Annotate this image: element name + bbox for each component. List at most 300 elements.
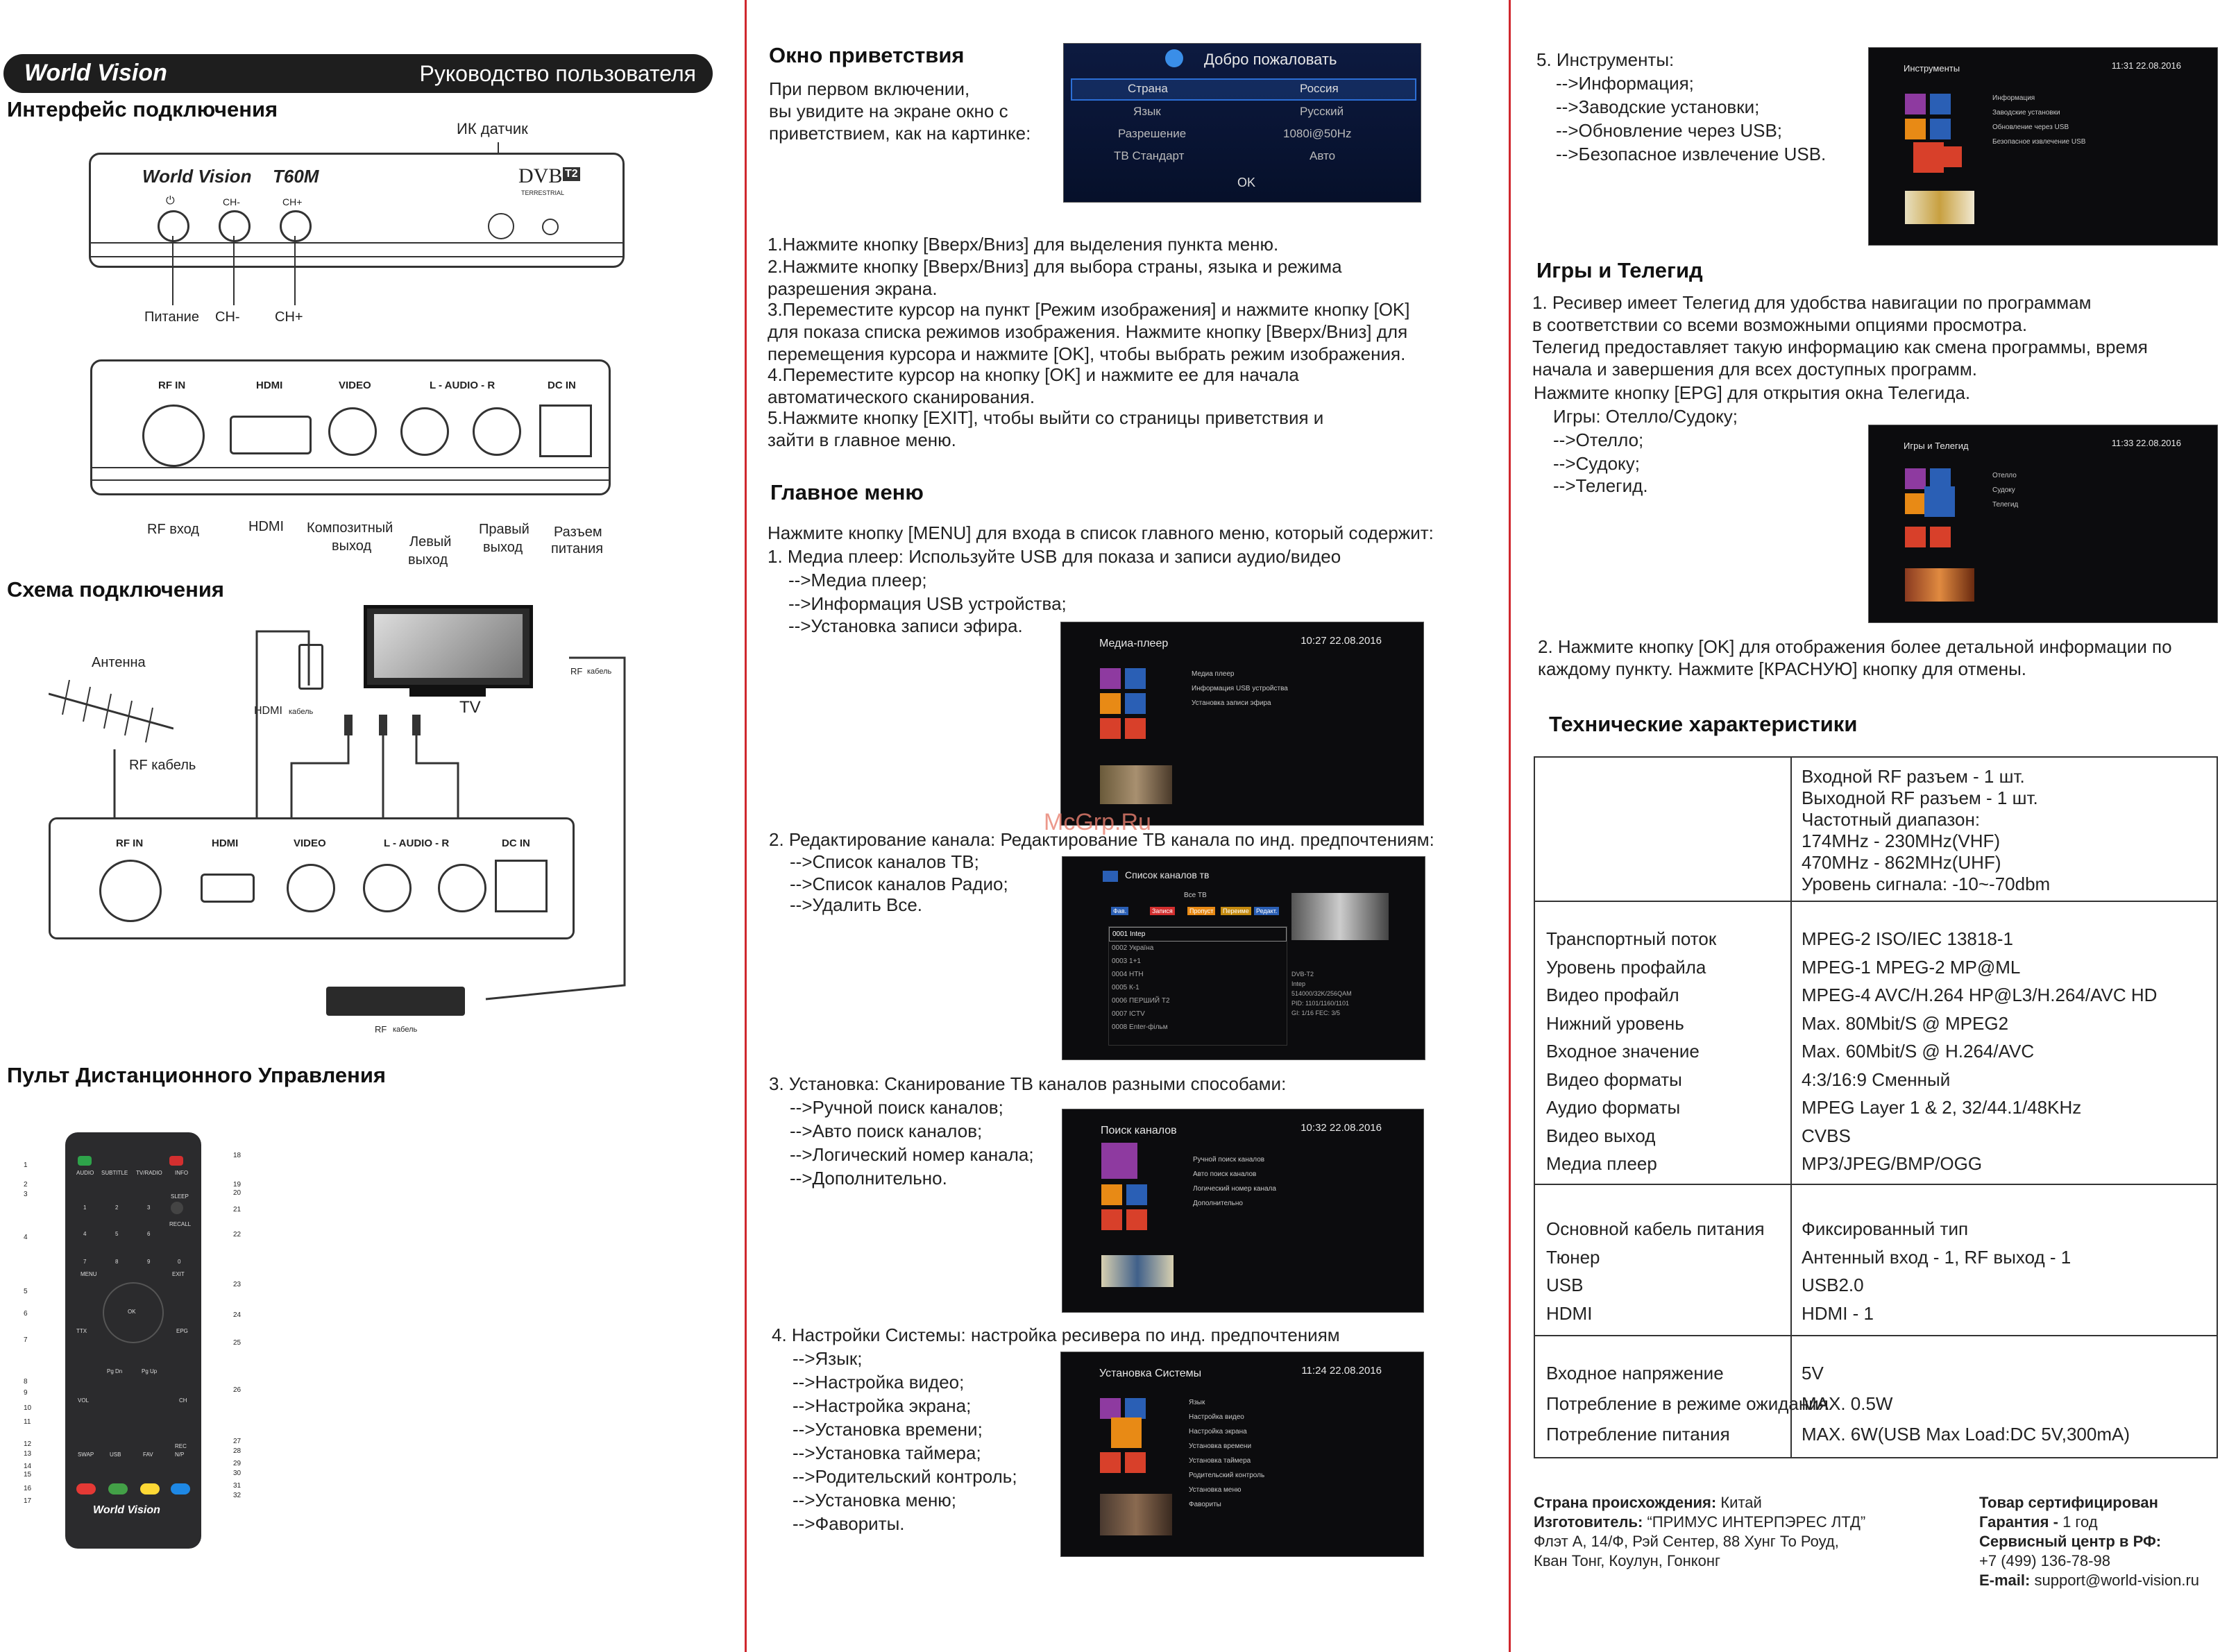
back-port-label-hdmi: HDMI (256, 380, 283, 391)
welcome-screen (1063, 43, 1421, 203)
welcome-globe-icon (1165, 49, 1183, 67)
specs-rf-block (1802, 766, 2050, 895)
remote-callout-right: 28 (233, 1447, 242, 1455)
spec-value: 5V (1802, 1363, 1824, 1383)
channel-info (1291, 969, 1352, 1018)
menu-item-3: 3. Установка: Сканирование ТВ каналов разными способами: (769, 1073, 1287, 1094)
welcome-row-tv-label: ТВ Стандарт (1114, 149, 1185, 162)
menu-item-2-sub-3: -->Удалить Все. (790, 894, 923, 915)
media-menu-item: Информация USB устройства (1192, 685, 1288, 692)
settings-menu-item: Фавориты (1189, 1501, 1221, 1508)
spec-row (1535, 1218, 2217, 1247)
maker-value: “ПРИМУС ИНТЕРПЭРЕС ЛТД” (1647, 1513, 1866, 1531)
spec-value: MPEG-1 MPEG-2 MP@ML (1802, 956, 2021, 978)
welcome-title: Окно приветствия (769, 43, 965, 67)
label-ch-minus: CH- (215, 309, 240, 325)
channel-search-screen-title: Поиск каналов (1101, 1125, 1177, 1136)
spec-rf-line: 470MHz - 862MHz(UHF) (1802, 852, 2001, 873)
origin-value: Китай (1720, 1494, 1762, 1511)
remote-digit-5: 5 (115, 1231, 119, 1237)
origin-label: Страна происхождения: (1534, 1494, 1717, 1511)
system-settings-menu-list (1189, 1395, 1264, 1512)
warranty-value: 1 год (2062, 1513, 2098, 1531)
footer-right (1979, 1493, 2199, 1590)
remote-callout-right: 20 (233, 1189, 242, 1197)
remote-digit-2: 2 (115, 1204, 119, 1211)
remote-callout-left: 4 (24, 1234, 28, 1241)
label-power-jack-1: Разъем (554, 525, 602, 540)
spec-value: 4:3/16:9 Сменный (1802, 1068, 1951, 1090)
remote-callout-right: 18 (233, 1152, 242, 1159)
spec-rf-line: Выходной RF разъем - 1 шт. (1802, 787, 2038, 808)
remote-callout-right: 23 (233, 1281, 242, 1288)
remote-label-pgdn: Pg Dn (107, 1368, 123, 1374)
spec-row (1535, 1303, 2217, 1331)
tile-play-icon (1125, 718, 1146, 739)
tools-screen-time: 11:31 22.08.2016 (2111, 60, 2181, 71)
media-player-screen (1060, 622, 1424, 826)
channel-list (1108, 926, 1287, 1046)
tile-settings-icon (1905, 119, 1926, 139)
games-text-5: Нажмите кнопку [EPG] для открытия окна Телегида. (1534, 382, 1971, 403)
tools-menu-item: Заводские установки (1992, 109, 2060, 117)
welcome-screen-title: Добро пожаловать (1204, 51, 1337, 68)
games-menu-list (1992, 468, 2018, 512)
remote-callout-left: 9 (24, 1389, 28, 1397)
tile-tools-icon (1100, 1452, 1121, 1473)
spec-label: Потребление питания (1546, 1424, 1730, 1445)
remote-callout-left: 8 (24, 1378, 28, 1386)
media-menu-item: Установка записи эфира (1192, 699, 1271, 707)
channel-row: 0002 Україна (1112, 944, 1154, 952)
menu-item-4-sub-7: -->Установка меню; (793, 1490, 957, 1510)
remote-label-pgup: Pg Up (142, 1368, 158, 1374)
front-ch-minus-label: CH- (223, 196, 240, 207)
remote-callout-left: 7 (24, 1336, 28, 1344)
menu-item-4-sub-1: -->Язык; (793, 1348, 863, 1369)
email-value: support@world-vision.ru (2034, 1572, 2200, 1589)
channel-row: 0007 ICTV (1112, 1010, 1145, 1018)
spec-value: Max. 60Mbit/S @ H.264/AVC (1802, 1041, 2035, 1062)
spec-row (1535, 1247, 2217, 1275)
schema-hdmi-port (201, 874, 255, 903)
spec-value: MPEG-2 ISO/IEC 13818-1 (1802, 928, 2013, 949)
terrestrial-text: TERRESTRIAL (521, 189, 565, 196)
spec-rf-line: Уровень сигнала: -10~-70dbm (1802, 874, 2051, 894)
remote-callout-left: 5 (24, 1288, 28, 1295)
spec-rf-line: Частотный диапазон: (1802, 809, 1981, 830)
games-text-3: Телегид предоставляет такую информацию как смена программы, время (1532, 337, 2148, 357)
welcome-ok-button: OK (1237, 176, 1256, 189)
channel-list-title: Список каналов тв (1125, 869, 1210, 880)
menu-item-4-sub-8: -->Фавориты. (793, 1513, 905, 1534)
tile-apps-icon (1930, 119, 1951, 139)
tile-media-icon (1100, 668, 1121, 689)
maker-address-2: Кван Тонг, Коулун, Гонконг (1534, 1552, 1721, 1569)
remote-label-fav: FAV (143, 1451, 153, 1458)
channel-row: 0006 ПЕРШИЙ Т2 (1112, 997, 1170, 1005)
tile-media-icon (1100, 1398, 1121, 1419)
label-ch-plus: CH+ (275, 309, 303, 325)
specs-row-rule (1535, 901, 2217, 902)
tile-play-icon (1930, 527, 1951, 547)
games-thumbnail (1905, 568, 1974, 602)
games-menu-item: Телегид (1992, 501, 2019, 509)
front-brand: World Vision (142, 166, 252, 187)
spec-row (1535, 1363, 2217, 1393)
channel-list-subtitle: Все ТВ (1184, 892, 1207, 899)
system-settings-screen (1060, 1352, 1424, 1557)
spec-label: Входное напряжение (1546, 1363, 1724, 1383)
spec-rf-line: Входной RF разъем - 1 шт. (1802, 766, 2025, 787)
brand-logo: World Vision (24, 60, 167, 86)
info-button (169, 1156, 183, 1166)
games-list-3: -->Судоку; (1553, 453, 1640, 474)
remote-label-np: N/P (175, 1451, 185, 1458)
welcome-row-country-value: Россия (1300, 82, 1339, 95)
red-button (76, 1483, 96, 1495)
spec-row (1535, 1424, 2217, 1454)
spec-row (1535, 1041, 2217, 1069)
menu-item-1-sub-1: -->Медиа плеер; (788, 570, 927, 590)
remote-control (65, 1132, 201, 1549)
footer-left (1534, 1493, 1865, 1571)
tile-settings-icon (1111, 1417, 1142, 1448)
remote-callout-right: 24 (233, 1311, 242, 1319)
rf-cable-label: RF кабель (129, 758, 196, 773)
label-left-2: выход (408, 552, 448, 568)
rf-bottom-label-2: кабель (393, 1025, 418, 1034)
hdmi-cable-label: HDMI (254, 705, 282, 717)
menu-item-2: 2. Редактирование канала: Редактирование ТВ канала по инд. предпочтениям: (769, 829, 1434, 850)
channel-list-tab-skip: Пропуст (1187, 907, 1215, 915)
remote-digit-3: 3 (147, 1204, 151, 1211)
remote-callout-left: 2 (24, 1181, 28, 1189)
schema-port-label-audio: L - AUDIO - R (384, 837, 450, 849)
service-label: Сервисный центр в РФ: (1979, 1533, 2162, 1550)
spec-value: MPEG Layer 1 & 2, 32/44.1/48KHz (1802, 1097, 2082, 1118)
remote-digit-4: 4 (83, 1231, 87, 1237)
tv-label: TV (459, 698, 481, 717)
back-port-label-video: VIDEO (339, 380, 371, 391)
remote-callout-right: 27 (233, 1438, 242, 1445)
games-text-1: 1. Ресивер имеет Телегид для удобства навигации по программам (1532, 292, 2092, 313)
channel-preview (1291, 893, 1389, 940)
schema-title: Схема подключения (7, 577, 224, 602)
remote-callout-left: 3 (24, 1191, 28, 1198)
spec-label: Тюнер (1546, 1246, 1600, 1268)
remote-label-subtitle: SUBTITLE (101, 1170, 128, 1176)
remote-callout-right: 21 (233, 1206, 242, 1214)
welcome-step-2: 2.Нажмите кнопку [Вверх/Вниз] для выбора страны, языка и режима (768, 256, 1342, 277)
remote-callout-left: 17 (24, 1497, 32, 1505)
tile-settings-icon (1100, 693, 1121, 714)
ok-text-2: каждому пункту. Нажмите [КРАСНУЮ] кнопку для отмены. (1538, 658, 2027, 679)
channel-search-screen (1062, 1109, 1424, 1313)
spec-row (1535, 985, 2217, 1013)
menu-item-5-sub-1: -->Информация; (1556, 73, 1694, 94)
tile-media-icon (1101, 1143, 1137, 1179)
settings-menu-item: Настройка видео (1189, 1413, 1244, 1421)
label-composite-1: Композитный (307, 520, 393, 536)
spec-label: Нижний уровень (1546, 1012, 1684, 1034)
remote-callout-left: 6 (24, 1310, 28, 1318)
spec-value: HDMI - 1 (1802, 1302, 1874, 1324)
channel-info-line: Intep (1291, 980, 1306, 987)
remote-callout-left: 12 (24, 1440, 32, 1448)
games-title: Игры и Телегид (1536, 258, 1703, 282)
menu-item-1-sub-2: -->Информация USB устройства; (788, 593, 1067, 614)
menu-item-1: 1. Медиа плеер: Используйте USB для показа и записи аудио/видео (768, 546, 1341, 567)
settings-menu-item: Настройка экрана (1189, 1428, 1247, 1436)
main-menu-title: Главное меню (770, 480, 924, 504)
channel-search-menu-list (1193, 1152, 1276, 1211)
welcome-step-3b: для показа списка режимов изображения. Нажмите кнопку [Вверх/Вниз] для (768, 321, 1408, 342)
games-list-2: -->Отелло; (1553, 429, 1644, 450)
schema-dc-port (495, 860, 548, 912)
welcome-text-1: При первом включении, (769, 78, 970, 99)
tile-tv-icon (1125, 668, 1146, 689)
back-port-label-audio: L - AUDIO - R (430, 380, 495, 391)
schema-video-port (287, 864, 335, 912)
media-thumbnail (1100, 765, 1172, 804)
remote-label-usb: USB (110, 1451, 121, 1458)
spec-value: MP3/JPEG/BMP/OGG (1802, 1153, 1983, 1174)
remote-label-ttx: TTX (76, 1328, 87, 1334)
front-ch-plus-label: CH+ (282, 196, 303, 207)
games-screen (1868, 425, 2218, 623)
remote-callout-right: 32 (233, 1492, 242, 1499)
spec-row (1535, 957, 2217, 985)
spec-value: CVBS (1802, 1125, 1851, 1146)
rf-bottom-label: RF (375, 1024, 387, 1034)
tools-screen (1868, 47, 2218, 246)
tools-screen-title: Инструменты (1904, 63, 1960, 74)
spec-row (1535, 1275, 2217, 1303)
spec-row (1535, 1097, 2217, 1125)
welcome-row-language-label: Язык (1133, 105, 1161, 118)
spec-label: Аудио форматы (1546, 1097, 1681, 1118)
remote-label-recall: RECALL (169, 1221, 192, 1227)
warranty-label: Гарантия - (1979, 1513, 2058, 1531)
spec-value: Антенный вход - 1, RF выход - 1 (1802, 1246, 2071, 1268)
tools-thumbnail (1905, 191, 1974, 224)
spec-value: Фиксированный тип (1802, 1218, 1969, 1239)
tile-apps-icon (1125, 693, 1146, 714)
back-port-label-rf: RF IN (158, 380, 186, 391)
remote-label-swap: SWAP (78, 1451, 94, 1458)
spec-rf-line: 174MHz - 230MHz(VHF) (1802, 831, 2001, 851)
tile-media-icon (1905, 94, 1926, 114)
spec-value: MPEG-4 AVC/H.264 HP@L3/H.264/AVC HD (1802, 985, 2158, 1005)
label-power-jack-2: питания (551, 541, 604, 556)
welcome-step-4: 4.Переместите курсор на кнопку [OK] и нажмите ее для начала (768, 364, 1299, 385)
spec-label: USB (1546, 1275, 1584, 1295)
maker-address-1: Флэт А, 14/Ф, Рэй Сентер, 88 Хунг То Роуд, (1534, 1533, 1839, 1550)
menu-item-4-sub-2: -->Настройка видео; (793, 1372, 965, 1393)
spec-label: Видео выход (1546, 1125, 1656, 1146)
tile-tv-icon (1125, 1398, 1146, 1419)
remote-digit-1: 1 (83, 1204, 87, 1211)
rf-cable-small-label: RF (570, 666, 583, 676)
settings-menu-item: Язык (1189, 1399, 1205, 1406)
tools-menu-item: Безопасное извлечение USB (1992, 138, 2086, 146)
welcome-step-1: 1.Нажмите кнопку [Вверх/Вниз] для выделения пункта меню. (768, 234, 1279, 255)
channel-row: 0003 1+1 (1112, 957, 1141, 965)
remote-label-ok: OK (128, 1309, 136, 1315)
manual-title: Руководство пользователя (419, 61, 696, 86)
settings-menu-item: Установка таймера (1189, 1457, 1251, 1465)
welcome-step-5b: зайти в главное меню. (768, 429, 956, 450)
spec-label: Видео форматы (1546, 1068, 1682, 1090)
spec-row (1535, 1125, 2217, 1154)
system-settings-screen-time: 11:24 22.08.2016 (1301, 1365, 1382, 1377)
channel-info-line: DVB-T2 (1291, 971, 1314, 978)
media-menu-item: Медиа плеер (1192, 670, 1235, 678)
channel-list-tab-rename: Переиме (1221, 907, 1251, 915)
spec-label: Видео профайл (1546, 985, 1679, 1005)
spec-value: Max. 80Mbit/S @ MPEG2 (1802, 1012, 2009, 1034)
schema-port-label-video: VIDEO (294, 837, 326, 849)
menu-item-2-sub-2: -->Список каналов Радио; (790, 874, 1008, 894)
tools-menu-list (1992, 91, 2085, 149)
games-screen-title: Игры и Телегид (1904, 441, 1969, 451)
menu-item-4-sub-5: -->Установка таймера; (793, 1442, 981, 1463)
welcome-step-3c: перемещения курсора и нажмите [OK], чтобы выбрать режим изображения. (768, 343, 1406, 364)
menu-item-1-sub-3: -->Установка записи эфира. (788, 615, 1023, 636)
tile-settings-icon (1905, 493, 1926, 514)
spec-label: Транспортный поток (1546, 928, 1717, 949)
schema-audio-l-port (363, 864, 412, 912)
remote-label-epg: EPG (176, 1328, 188, 1334)
spec-label: HDMI (1546, 1302, 1593, 1324)
remote-callout-right: 30 (233, 1470, 242, 1477)
tile-tools-icon (1100, 718, 1121, 739)
column-divider-left (745, 0, 747, 1652)
games-text-2: в соответствии со всеми возможными опциями просмотра. (1532, 314, 2028, 335)
tools-menu-item: Обновление через USB (1992, 124, 2069, 131)
welcome-row-resolution-label: Разрешение (1118, 127, 1187, 140)
welcome-step-4b: автоматического сканирования. (768, 386, 1035, 407)
channel-info-line: 514000/32K/256QAM (1291, 990, 1352, 997)
menu-item-3-sub-1: -->Ручной поиск каналов; (790, 1097, 1003, 1118)
search-menu-item: Ручной поиск каналов (1193, 1156, 1265, 1164)
spec-label: Медиа плеер (1546, 1153, 1657, 1174)
remote-brand: World Vision (93, 1504, 160, 1516)
channel-info-line: GI: 1/16 FEC: 3/5 (1291, 1010, 1341, 1016)
second-receiver-icon (326, 987, 465, 1016)
interface-title: Интерфейс подключения (7, 97, 278, 121)
tile-play-icon (1126, 1209, 1147, 1230)
channel-row: 0004 НТН (1112, 971, 1144, 978)
antenna-label: Антенна (92, 655, 146, 670)
remote-callout-left: 15 (24, 1471, 32, 1479)
spec-label: Потребление в режиме ожидания (1546, 1393, 1829, 1414)
specs-title: Технические характеристики (1549, 712, 1858, 736)
tools-menu-item: Информация (1992, 94, 2035, 102)
schema-rf-port (99, 860, 162, 922)
channel-list-tv-icon (1103, 871, 1118, 882)
watermark: McGrp.Ru (1044, 809, 1151, 835)
remote-digit-6: 6 (147, 1231, 151, 1237)
channel-search-screen-time: 10:32 22.08.2016 (1300, 1122, 1382, 1134)
games-menu-item: Судоку (1992, 486, 2015, 494)
remote-callout-right: 31 (233, 1482, 242, 1490)
search-menu-item: Авто поиск каналов (1193, 1170, 1257, 1178)
service-phone: +7 (499) 136-78-98 (1979, 1552, 2110, 1569)
audio-button (78, 1156, 92, 1166)
spec-row (1535, 1393, 2217, 1424)
remote-label-vol: VOL (78, 1397, 90, 1404)
schema-receiver (49, 817, 575, 939)
tile-tools-icon (1101, 1209, 1122, 1230)
remote-callout-right: 25 (233, 1339, 242, 1347)
spec-row (1535, 1153, 2217, 1182)
search-thumbnail (1101, 1255, 1173, 1287)
welcome-row-resolution-value: 1080i@50Hz (1283, 127, 1352, 140)
settings-menu-item: Родительский контроль (1189, 1472, 1265, 1479)
sleep-button (171, 1202, 183, 1214)
games-text-4: начала и завершения для всех доступных программ. (1532, 359, 1978, 380)
remote-label-audio: AUDIO (76, 1170, 94, 1176)
schema-port-label-dc: DC IN (502, 837, 530, 849)
specs-row-rule (1535, 1184, 2217, 1185)
tile-tv-icon (1930, 94, 1951, 114)
remote-callout-right: 22 (233, 1231, 242, 1238)
remote-callout-left: 14 (24, 1463, 32, 1470)
spec-label: Уровень профайла (1546, 956, 1706, 978)
menu-item-2-sub-1: -->Список каналов ТВ; (790, 851, 979, 872)
spec-value: MAX. 0.5W (1802, 1393, 1893, 1414)
tile-tools-icon (1905, 527, 1926, 547)
schema-port-label-rf: RF IN (116, 837, 144, 849)
spec-value: USB2.0 (1802, 1275, 1864, 1295)
back-port-label-dc: DC IN (548, 380, 576, 391)
settings-menu-item: Установка меню (1189, 1486, 1242, 1494)
remote-label-exit: EXIT (172, 1271, 185, 1277)
remote-label-sleep: SLEEP (171, 1193, 189, 1200)
schema-port-label-hdmi: HDMI (212, 837, 239, 849)
ok-text-1: 2. Нажмите кнопку [OK] для отображения более детальной информации по (1538, 636, 2172, 657)
label-composite-2: выход (332, 538, 372, 554)
tile-play-icon (1125, 1452, 1146, 1473)
specs-row-rule (1535, 1335, 2217, 1336)
main-menu-intro: Нажмите кнопку [MENU] для входа в список главного меню, который содержит: (768, 522, 1434, 543)
menu-item-4-sub-3: -->Настройка экрана; (793, 1395, 972, 1416)
system-settings-screen-title: Установка Системы (1099, 1368, 1202, 1379)
green-button (108, 1483, 128, 1495)
remote-label-ch: CH (179, 1397, 187, 1404)
menu-item-4: 4. Настройки Системы: настройка ресивера по инд. предпочтениям (772, 1325, 1340, 1345)
remote-digit-0: 0 (178, 1259, 181, 1265)
yellow-button (140, 1483, 160, 1495)
dvb-logo: DVB (518, 164, 563, 187)
remote-callout-left: 13 (24, 1450, 32, 1458)
tile-tools-icon (1913, 142, 1944, 173)
remote-callout-right: 19 (233, 1181, 242, 1189)
channel-list-tab-record: Запися (1150, 907, 1175, 915)
media-player-menu-list (1192, 667, 1288, 710)
label-left-1: Левый (409, 534, 452, 550)
welcome-text-2: вы увидите на экране окно с (769, 101, 1008, 121)
spec-label: Входное значение (1546, 1041, 1700, 1062)
remote-callout-right: 26 (233, 1386, 242, 1394)
hdmi-cable-label-2: кабель (289, 708, 314, 716)
welcome-step-3: 3.Переместите курсор на пункт [Режим изображения] и нажмите кнопку [OK] (768, 299, 1410, 320)
channel-row: 0001 Intep (1109, 927, 1287, 942)
label-rf-in: RF вход (147, 522, 199, 537)
remote-callout-left: 16 (24, 1485, 32, 1492)
